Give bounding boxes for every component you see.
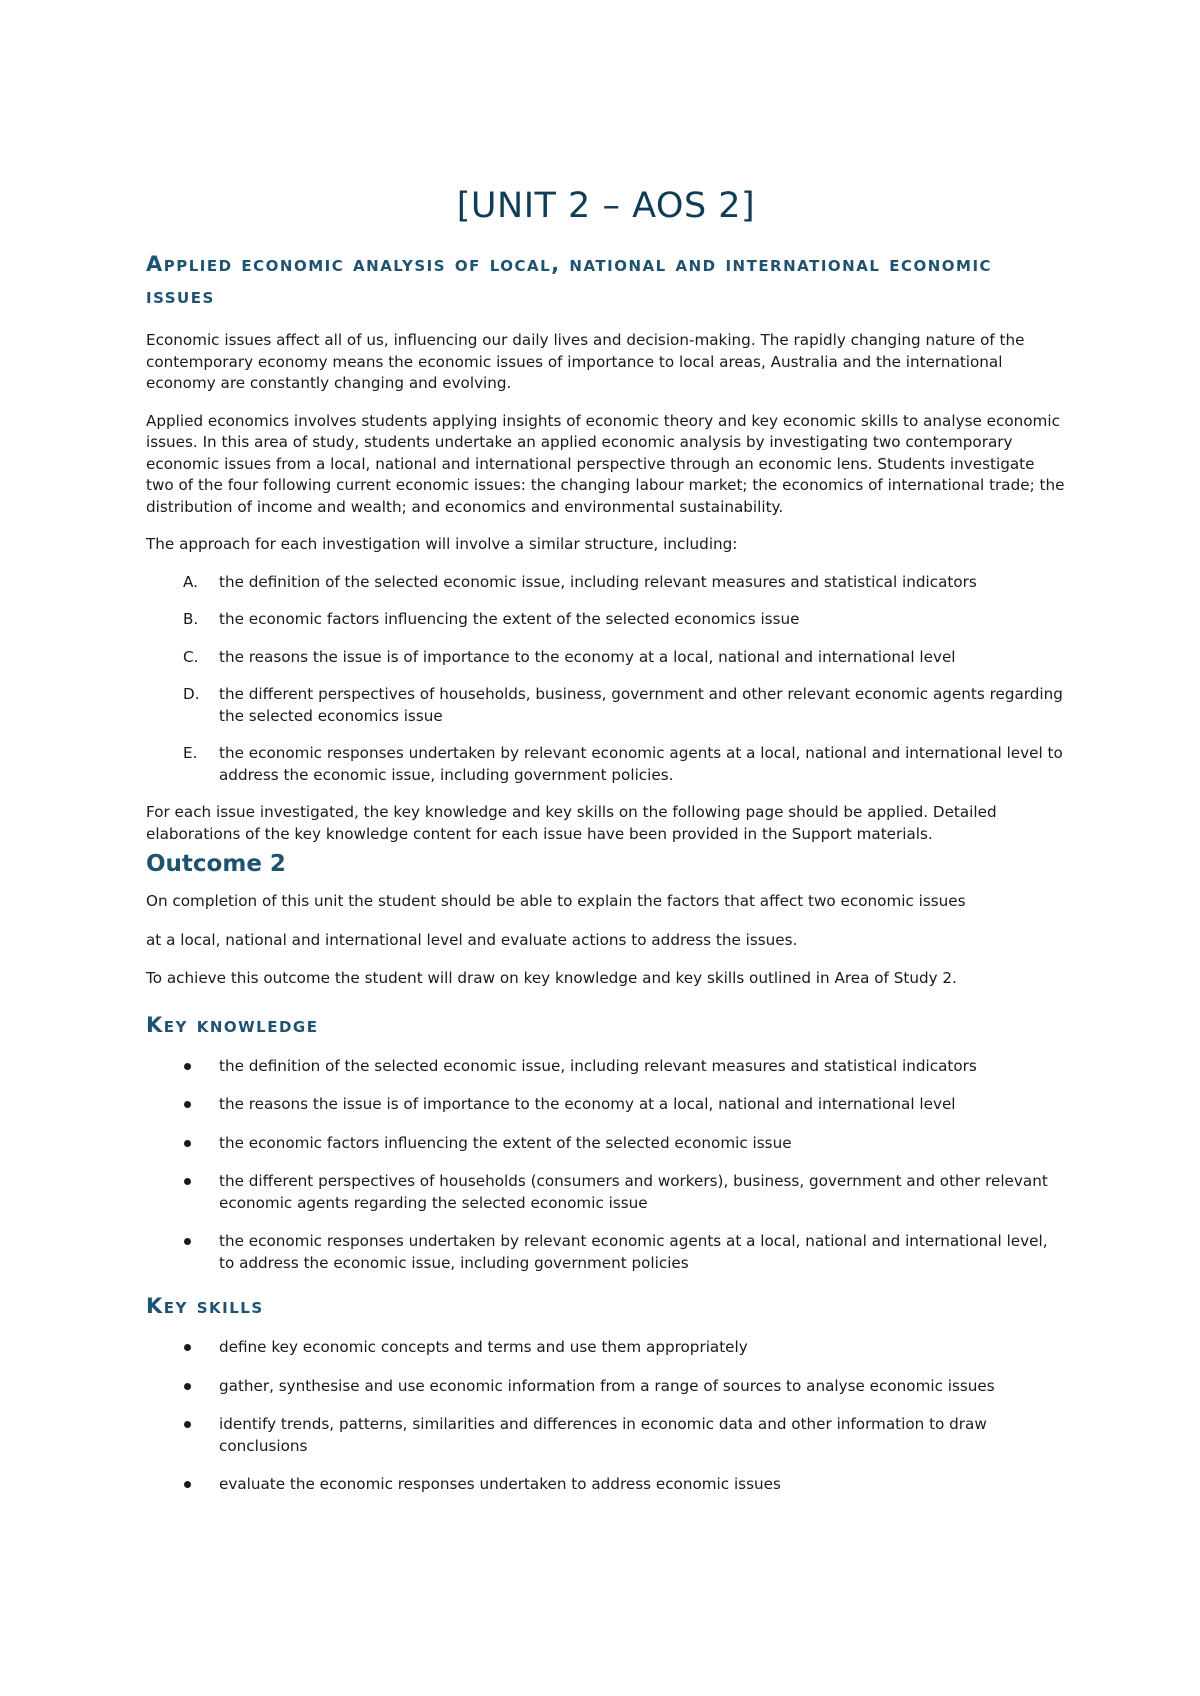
- list-item-text: evaluate the economic responses undertaken to address economic issues: [219, 1475, 781, 1493]
- key-knowledge-list: [146, 1056, 1066, 1275]
- list-item-text: the economic factors influencing the extent of the selected economics issue: [219, 610, 800, 628]
- approach-list: [146, 572, 1066, 787]
- list-item: [146, 1056, 1066, 1078]
- outcome-heading: Outcome 2: [146, 851, 286, 877]
- list-marker: A.: [183, 572, 198, 591]
- list-item-text: identify trends, patterns, similarities and differences in economic data and other information to draw conclusions: [219, 1415, 987, 1455]
- intro-paragraph-2: Applied economics involves students applying insights of economic theory and key economic skills to analyse economic issues. In this area of study, students undertake an applied economic analysis by investigating two contemporary economic issues from a local, national and international perspective through an economic lens. Students investigate two of the four following current economic issues: the changing labour market; the economics of international trade; the distribution of income and wealth; and economics and environmental sustainability.: [146, 411, 1065, 516]
- key-skills-list: [146, 1337, 1066, 1496]
- list-marker: C.: [183, 647, 199, 666]
- key-knowledge-heading: Key knowledge: [146, 1012, 319, 1037]
- intro-paragraph-1: Economic issues affect all of us, influencing our daily lives and decision-making. The rapidly changing nature of the contemporary economy means the economic issues of importance to local areas, Australia and the international economy are constantly changing and evolving.: [146, 331, 1025, 392]
- list-item: [146, 1133, 1066, 1155]
- list-item: [146, 1474, 1066, 1496]
- bullet-icon: [184, 1344, 191, 1351]
- list-item: [146, 684, 1066, 727]
- list-item: [146, 1094, 1066, 1116]
- list-marker: E.: [183, 744, 198, 762]
- document-page: [146, 184, 1066, 1513]
- outcome-paragraph-1: On completion of this unit the student should be able to explain the factors that affect two economic issues: [146, 892, 966, 910]
- list-item: [146, 1171, 1066, 1214]
- intro-paragraph-3: The approach for each investigation will involve a similar structure, including:: [146, 535, 738, 553]
- list-item: [146, 572, 1066, 594]
- list-item-text: the different perspectives of households (consumers and workers), business, government and other relevant economic agents regarding the selected economic issue: [219, 1172, 1048, 1212]
- list-item-text: the economic responses undertaken by relevant economic agents at a local, national and international level, to address the economic issue, including government policies: [219, 1232, 1048, 1272]
- list-item: [146, 743, 1066, 786]
- bullet-icon: [184, 1421, 191, 1428]
- list-item-text: the reasons the issue is of importance to the economy at a local, national and international level: [219, 647, 956, 666]
- list-marker: B.: [183, 610, 199, 628]
- list-item: [146, 609, 1066, 631]
- list-item-text: the different perspectives of households, business, government and other relevant economic agents regarding the selected economics issue: [219, 685, 1063, 725]
- bullet-icon: [184, 1101, 191, 1108]
- closing-paragraph: For each issue investigated, the key knowledge and key skills on the following page should be applied. Detailed elaborations of the key knowledge content for each issue have been provided in the Support materials.: [146, 803, 997, 843]
- list-item: [146, 1376, 1066, 1398]
- bullet-icon: [184, 1140, 191, 1147]
- list-item-text: the economic responses undertaken by relevant economic agents at a local, national and international level to address the economic issue, including government policies.: [219, 744, 1063, 784]
- bullet-icon: [184, 1481, 191, 1488]
- bullet-icon: [184, 1178, 191, 1185]
- list-item-text: define key economic concepts and terms and use them appropriately: [219, 1338, 748, 1356]
- list-item-text: the definition of the selected economic issue, including relevant measures and statistical indicators: [219, 1056, 977, 1075]
- bullet-icon: [184, 1063, 191, 1070]
- bullet-icon: [184, 1238, 191, 1245]
- outcome-paragraph-2: at a local, national and international level and evaluate actions to address the issues.: [146, 930, 798, 949]
- page-title: [UNIT 2 – AOS 2]: [456, 186, 756, 226]
- list-item: [146, 1231, 1066, 1274]
- list-item-text: the reasons the issue is of importance to the economy at a local, national and international level: [219, 1095, 956, 1113]
- outcome-paragraph-3: To achieve this outcome the student will draw on key knowledge and key skills outlined in Area of Study 2.: [146, 969, 957, 987]
- bullet-icon: [184, 1383, 191, 1390]
- key-skills-heading: Key skills: [146, 1294, 264, 1318]
- list-item: [146, 647, 1066, 669]
- list-marker: D.: [183, 685, 200, 703]
- list-item: [146, 1337, 1066, 1359]
- list-item-text: the economic factors influencing the extent of the selected economic issue: [219, 1133, 792, 1152]
- section-subtitle: Applied economic analysis of local, national and international economic issues: [146, 252, 993, 308]
- list-item: [146, 1414, 1066, 1457]
- list-item-text: the definition of the selected economic issue, including relevant measures and statistical indicators: [219, 572, 977, 591]
- list-item-text: gather, synthesise and use economic information from a range of sources to analyse economic issues: [219, 1376, 995, 1395]
